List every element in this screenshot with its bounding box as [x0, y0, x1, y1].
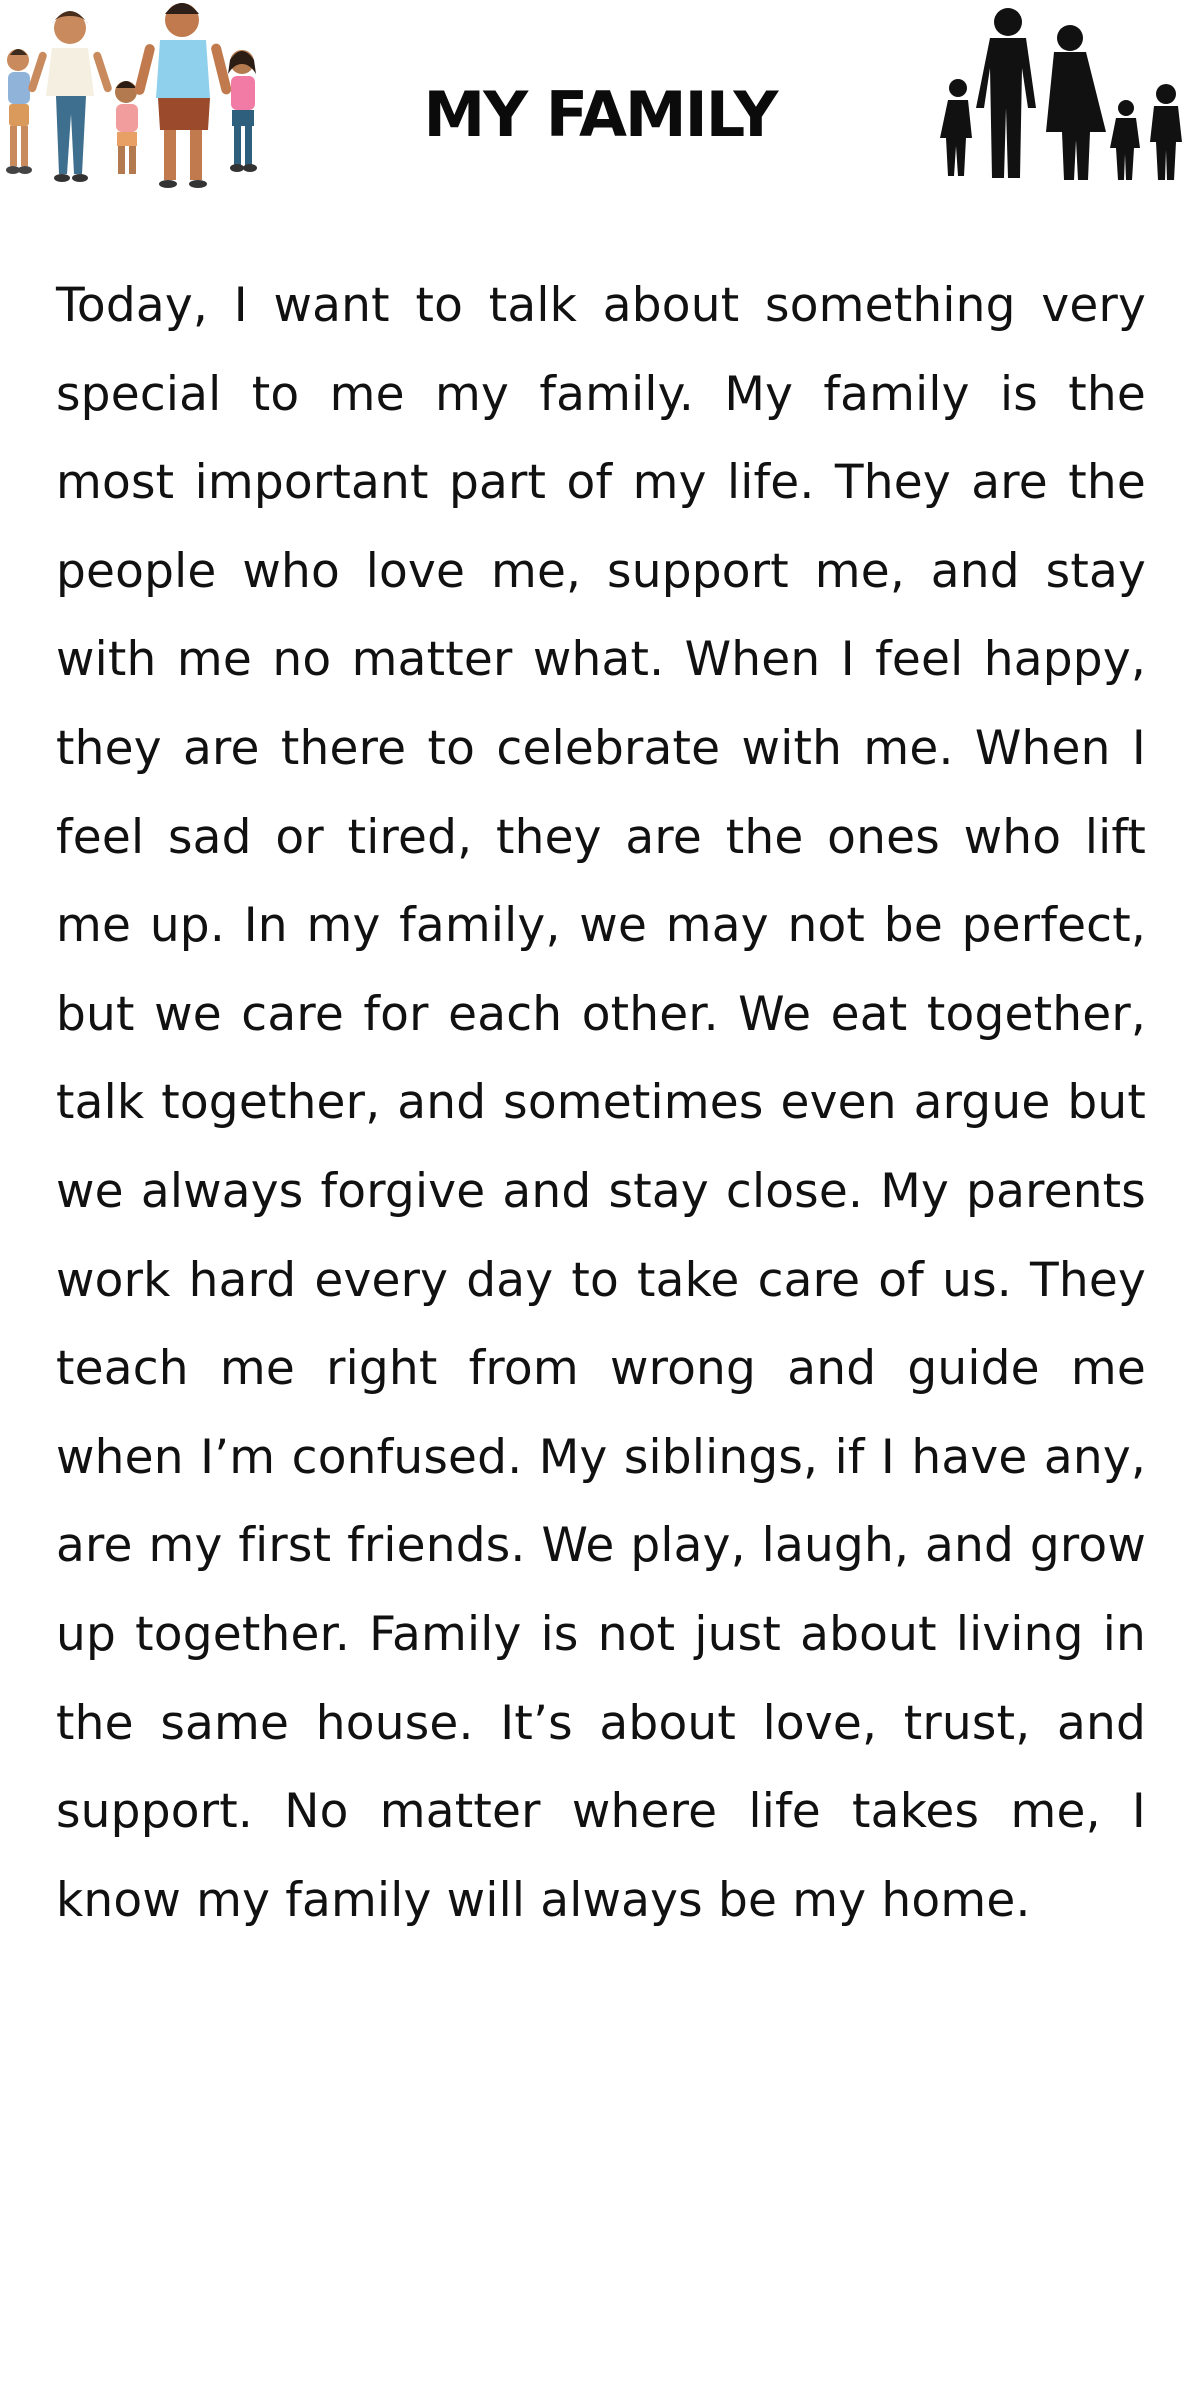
essay-paragraph: Today, I want to talk about something very special to me my family. My family is the most important part of my life. They are the people who love me, support me, and stay with me no matter what. When I feel happy, they are there to celebrate with me. When I feel sad or tired, they are the ones who lift me up. In my family, we may not be perfect, but we care for each other. We eat together, talk together, and sometimes even argue but we always forgive and stay close. My parents work hard every day to take care of us. They teach me right from wrong and guide me when I’m confused. My siblings, if I have any, are my first friends. We play, laugh, and grow up together. Family is not just about living in the same house. It’s about love, trust, and support. No matter where life takes me, I know my family will always be my home. — [56, 278, 1146, 1928]
page-title: MY FAMILY — [423, 78, 777, 151]
page-header — [0, 0, 1200, 220]
family-silhouette-icon — [940, 8, 1190, 188]
